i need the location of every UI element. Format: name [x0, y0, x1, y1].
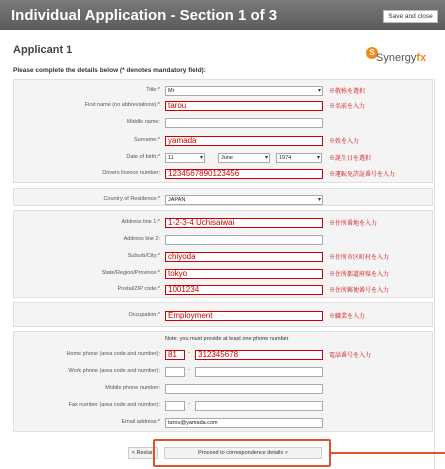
title-select[interactable]: Mr ▾ [165, 86, 323, 96]
logo-mark-icon: S [366, 47, 378, 59]
postal-row: Postal/ZIP code:* 1001234 ※住所郵便番号を入力 [117, 285, 390, 294]
fax-number-input[interactable] [195, 401, 323, 411]
fax-row: Fax number (area code and number): - [0, 399, 445, 411]
country-select[interactable]: JAPAN ▾ [165, 195, 323, 205]
address1-input[interactable]: 1-2-3-4 Uchisaiwai [165, 218, 323, 228]
dob-row: Date of birth:* 11 ▾ June ▾ 1974 ▾ ※誕生日を選択 [0, 151, 445, 163]
state-input[interactable]: tokyo [165, 269, 323, 279]
suburb-input[interactable]: chiyoda [165, 252, 323, 262]
work-phone-area-input[interactable] [165, 367, 185, 377]
synergyfx-logo: S Synergyfx [366, 47, 438, 67]
instructions-text: Please complete the details below (* denotes mandatory field): [13, 67, 206, 74]
occupation-input[interactable]: Employment [165, 311, 323, 321]
postal-input[interactable]: 1001234 [165, 285, 323, 295]
licence-input[interactable]: 1234567890123456 [165, 169, 323, 179]
middle-name-row: Middle name: [0, 116, 445, 128]
fax-area-input[interactable] [165, 401, 185, 411]
licence-row: Drivers licence number: 1234567890123456 ※運転免許証番号を入力 [102, 169, 396, 178]
dob-year-select[interactable]: 1974 ▾ [276, 153, 322, 163]
home-phone-row: Home phone (area code and number): 81 - 312345678 電話番号を入力 [66, 350, 372, 359]
applicant-heading: Applicant 1 [13, 44, 73, 56]
home-phone-area-input[interactable]: 81 [165, 350, 185, 360]
address1-row: Address line 1:* 1-2-3-4 Uchisaiwai ※住所番地を入力 [121, 218, 378, 227]
restart-button[interactable]: < Restart [128, 447, 158, 459]
first-name-row: First name (no abbreviations):* tarou ※名前を入力 [84, 101, 366, 110]
first-name-input[interactable]: tarou [165, 101, 323, 111]
phone-note: Note: you must provide at least one phone number [165, 336, 289, 342]
mobile-input[interactable] [165, 384, 323, 394]
surname-input[interactable]: yamada [165, 136, 323, 146]
proceed-highlight [153, 439, 331, 467]
work-phone-number-input[interactable] [195, 367, 323, 377]
surname-row: Surname:* yamada ※姓を入力 [134, 136, 360, 145]
highlight-pointer-line [331, 452, 445, 454]
suburb-row: Suburb/City:* chiyoda ※住所市区町村を入力 [127, 252, 390, 261]
middle-name-input[interactable] [165, 118, 323, 128]
work-phone-row: Work phone (area code and number): - [0, 365, 445, 377]
country-row: Country of Residence:* JAPAN ▾ [0, 193, 445, 205]
occupation-row: Occupation:* Employment ※職業を入力 [128, 311, 366, 320]
proceed-button[interactable]: Proceed to correspondence details > [164, 447, 322, 459]
save-and-close-button[interactable]: Save and close [383, 10, 438, 23]
dob-day-select[interactable]: 11 ▾ [165, 153, 205, 163]
address2-input[interactable] [165, 235, 323, 245]
home-phone-number-input[interactable]: 312345678 [195, 350, 323, 360]
state-row: State/Region/Province:* tokyo ※住所都道府県を入力 [101, 269, 390, 278]
dob-month-select[interactable]: June ▾ [218, 153, 270, 163]
email-row: Email address:* tarou@yamada.com [0, 416, 445, 428]
email-input[interactable]: tarou@yamada.com [165, 418, 323, 428]
title-bar [0, 0, 445, 30]
title-row: Title:* Mr ▾ ※敬称を選択 [0, 84, 445, 96]
mobile-row: Mobile phone number: [0, 382, 445, 394]
address2-row: Address line 2: [0, 233, 445, 245]
page-title: Individual Application - Section 1 of 3 [11, 7, 278, 24]
